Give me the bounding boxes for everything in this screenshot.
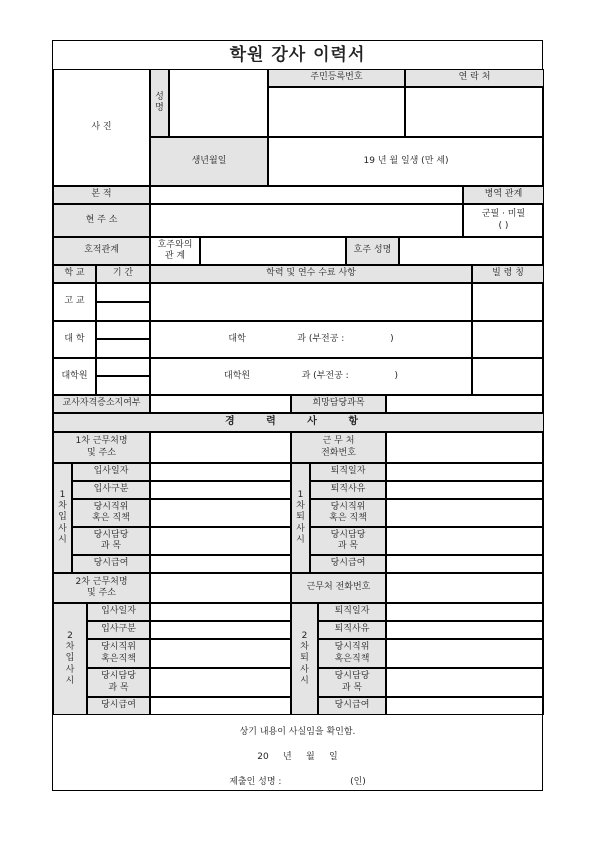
specialty-header: 빌 령 칭 [472, 265, 544, 283]
desired-subject-field[interactable] [386, 395, 544, 413]
highschool-period-start[interactable] [96, 283, 150, 302]
first-salary-right-label: 당시급여 [310, 555, 386, 573]
submission-date[interactable]: 20 년 월 일 [257, 752, 338, 762]
address-field[interactable] [150, 204, 463, 237]
second-company-label: 2차 근무처명 및 주소 [53, 573, 150, 603]
form-title: 학원 강사 이력서 [229, 45, 366, 65]
second-position-field[interactable] [150, 639, 291, 668]
name-field[interactable] [169, 69, 268, 137]
first-salary-field[interactable] [150, 555, 291, 573]
second-join-date-field[interactable] [150, 603, 291, 621]
resident-number-field[interactable] [268, 87, 405, 137]
second-phone-label: 근무처 전화번호 [291, 573, 386, 603]
first-leave-date-label: 퇴직일자 [310, 463, 386, 481]
first-phone-field[interactable] [386, 432, 544, 463]
first-subject-label: 당시담당 과 목 [72, 527, 150, 555]
second-join-type-field[interactable] [150, 621, 291, 639]
origin-field[interactable] [150, 186, 463, 204]
name-label: 성 명 [150, 69, 169, 137]
first-position-right-field[interactable] [386, 499, 544, 527]
school-header: 학 교 [53, 265, 96, 283]
first-leave-date-field[interactable] [386, 463, 544, 481]
photo-box[interactable]: 사 진 [53, 69, 150, 186]
second-leave-date-label: 퇴직일자 [318, 603, 386, 621]
resume-form [52, 40, 543, 791]
second-join-date-label: 입사일자 [87, 603, 150, 621]
education-history-header: 학력 및 연수 수료 사항 [150, 265, 472, 283]
head-name-label: 호주 성명 [346, 237, 399, 265]
career-section-title: 경 력 사 항 [53, 413, 544, 432]
first-position-field[interactable] [150, 499, 291, 527]
second-salary-field[interactable] [150, 697, 291, 715]
first-leave-reason-label: 퇴직사유 [310, 481, 386, 499]
gradschool-period-start[interactable] [96, 358, 150, 376]
second-subject-label: 당시담당 과 목 [87, 668, 150, 697]
first-salary-right-field[interactable] [386, 555, 544, 573]
family-relation-label: 호적관계 [53, 237, 150, 265]
first-join-date-label: 입사일자 [72, 463, 150, 481]
first-salary-label: 당시급여 [72, 555, 150, 573]
highschool-specialty-field[interactable] [472, 283, 544, 321]
second-position-label: 당시직위 혹은직책 [87, 639, 150, 668]
first-company-field[interactable] [150, 432, 291, 463]
second-subject-right-field[interactable] [386, 668, 544, 697]
military-label: 병역 관계 [463, 186, 544, 204]
first-subject-field[interactable] [150, 527, 291, 555]
first-subject-right-label: 당시담당 과 목 [310, 527, 386, 555]
gradschool-label: 대학원 [53, 358, 96, 395]
university-period-start[interactable] [96, 321, 150, 339]
second-company-field[interactable] [150, 573, 291, 603]
first-phone-label: 근 무 처 전화번호 [291, 432, 386, 463]
second-join-type-label: 입사구분 [87, 621, 150, 639]
confirm-statement: 상기 내용이 사실임을 확인함. [239, 727, 356, 737]
first-subject-right-field[interactable] [386, 527, 544, 555]
first-join-type-field[interactable] [150, 481, 291, 499]
highschool-label: 고 교 [53, 283, 96, 321]
university-specialty-field[interactable] [472, 321, 544, 358]
first-exit-group-label: 1 차 퇴 사 시 [291, 463, 310, 573]
gradschool-specialty-field[interactable] [472, 358, 544, 395]
relation-to-head-label: 호주와의 관 계 [150, 237, 200, 265]
head-name-field[interactable] [399, 237, 544, 265]
first-leave-reason-field[interactable] [386, 481, 544, 499]
second-salary-right-label: 당시급여 [318, 697, 386, 715]
period-header: 기 간 [96, 265, 150, 283]
university-label: 대 학 [53, 321, 96, 358]
second-exit-group-label: 2 차 퇴 사 시 [291, 603, 318, 715]
teacher-cert-label: 교사자격증소지여부 [53, 395, 150, 413]
first-position-right-label: 당시직위 혹은 직책 [310, 499, 386, 527]
birth-date-field[interactable]: 19 년 월 일생 (만 세) [268, 137, 544, 186]
first-entry-group-label: 1 차 입 사 시 [53, 463, 72, 573]
second-phone-field[interactable] [386, 573, 544, 603]
second-position-right-label: 당시직위 혹은직책 [318, 639, 386, 668]
contact-field[interactable] [405, 87, 544, 137]
university-detail-field[interactable]: 대학 과 (부전공 : ) [150, 321, 472, 358]
gradschool-detail-field[interactable]: 대학원 과 (부전공 : ) [150, 358, 472, 395]
second-subject-right-label: 당시담당 과 목 [318, 668, 386, 697]
first-join-date-field[interactable] [150, 463, 291, 481]
second-salary-right-field[interactable] [386, 697, 544, 715]
birth-date-label: 생년월일 [150, 137, 268, 186]
contact-label: 연 락 처 [405, 69, 544, 87]
second-subject-field[interactable] [150, 668, 291, 697]
second-leave-reason-field[interactable] [386, 621, 544, 639]
resident-number-label: 주민등록번호 [268, 69, 405, 87]
university-period-end[interactable] [96, 339, 150, 358]
second-entry-group-label: 2 차 입 사 시 [53, 603, 87, 715]
address-label: 현 주 소 [53, 204, 150, 237]
second-position-right-field[interactable] [386, 639, 544, 668]
submitter-signature[interactable]: 제출인 성명 : (인) [229, 777, 366, 787]
highschool-detail-field[interactable] [150, 283, 472, 321]
second-salary-label: 당시급여 [87, 697, 150, 715]
desired-subject-label: 희망담당과목 [291, 395, 386, 413]
first-join-type-label: 입사구분 [72, 481, 150, 499]
second-leave-reason-label: 퇴직사유 [318, 621, 386, 639]
gradschool-period-end[interactable] [96, 376, 150, 395]
origin-label: 본 적 [53, 186, 150, 204]
first-position-label: 당시직위 혹은 직책 [72, 499, 150, 527]
second-leave-date-field[interactable] [386, 603, 544, 621]
teacher-cert-field[interactable] [150, 395, 291, 413]
relation-to-head-field[interactable] [200, 237, 346, 265]
military-status-field[interactable]: 군필 · 미필 ( ) [463, 204, 544, 237]
first-company-label: 1차 근무처명 및 주소 [53, 432, 150, 463]
highschool-period-end[interactable] [96, 302, 150, 321]
